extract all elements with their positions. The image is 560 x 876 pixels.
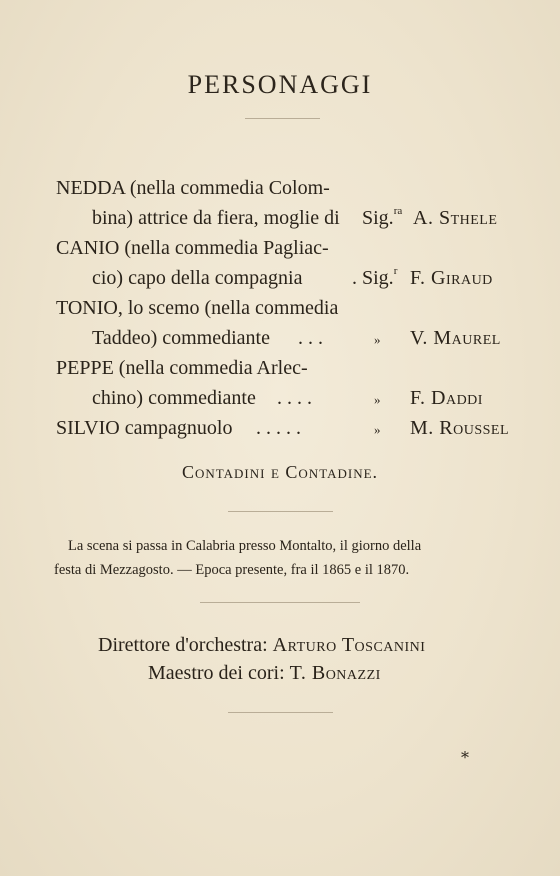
ditto-mark: » [374, 392, 381, 407]
chorus-master-label: Maestro dei cori: [148, 662, 285, 684]
leader-dots: . [352, 267, 357, 289]
role-text: chino) commediante [92, 387, 256, 409]
actor-name: M. Roussel [410, 417, 510, 439]
conductor-credit [98, 634, 425, 657]
cast-row [0, 417, 560, 447]
title-divider [245, 118, 320, 119]
actor-name: A. Sthele [413, 207, 498, 229]
page-title: PERSONAGGI [187, 70, 373, 99]
actor-name: F. Daddi [410, 387, 483, 409]
role-text: cio) capo della compagnia [92, 267, 303, 289]
conductor-name: Arturo Toscanini [272, 634, 426, 656]
conductor-label: Direttore d'orchestra: [98, 634, 268, 656]
section-divider [228, 511, 333, 512]
role-text: Taddeo) commediante [92, 327, 270, 349]
leader-dots: . . . . . [256, 417, 301, 439]
cast-row [0, 387, 560, 417]
chorus-master-name: T. Bonazzi [289, 662, 381, 684]
chorus-line: Contadini e Contadine. [181, 462, 379, 482]
cast-row [0, 297, 560, 327]
cast-row [0, 237, 560, 267]
leader-dots: . . . [298, 327, 323, 349]
scene-note-line: festa di Mezzagosto. — Epoca presente, fra il 1865 e il 1870. [54, 562, 410, 578]
chorus-master-credit [148, 662, 381, 685]
role-text: bina) attrice da fiera, moglie di [92, 207, 340, 229]
ditto-mark: » [374, 422, 381, 437]
role-text: NEDDA (nella commedia Colom- [56, 177, 330, 199]
ditto-mark: » [374, 332, 381, 347]
section-divider [228, 712, 333, 713]
role-text: PEPPE (nella commedia Arlec- [56, 357, 308, 379]
title-prefix: Sig.$^r$ [362, 265, 398, 289]
cast-row [0, 177, 560, 207]
asterisk-mark: * [461, 748, 469, 767]
cast-row [0, 267, 560, 297]
role-text: CANIO (nella commedia Pagliac- [56, 237, 329, 259]
actor-name: F. Giraud [410, 267, 493, 289]
title-prefix: Sig.$^{ra}$ [362, 205, 403, 229]
cast-row [0, 327, 560, 357]
scene-note-line: La scena si passa in Calabria presso Montalto, il giorno della [68, 538, 422, 554]
section-divider [200, 602, 360, 603]
actor-name: V. Maurel [410, 327, 501, 349]
leader-dots: . . . . [277, 387, 312, 409]
role-text: TONIO, lo scemo (nella commedia [56, 297, 339, 319]
role-text: SILVIO campagnuolo [56, 417, 233, 439]
cast-row [0, 357, 560, 387]
cast-row [0, 207, 560, 237]
